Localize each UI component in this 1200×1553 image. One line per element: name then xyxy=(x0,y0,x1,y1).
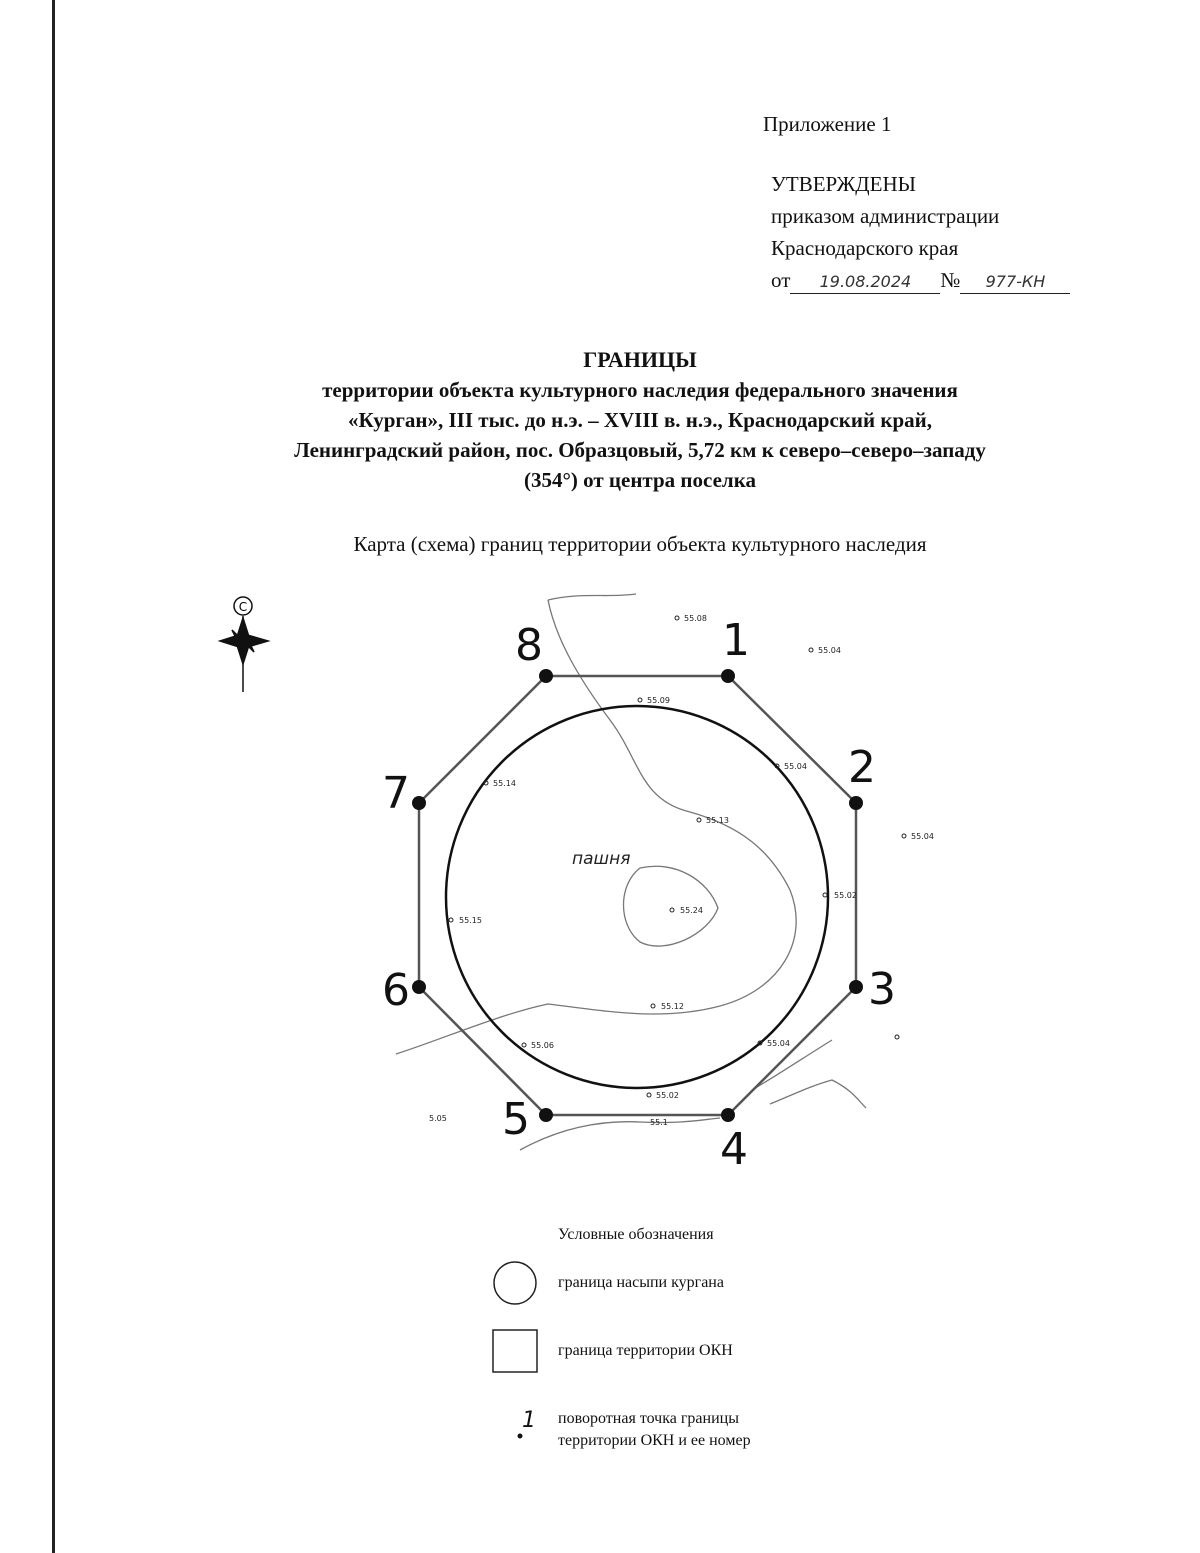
title-main: ГРАНИЦЫ xyxy=(583,347,697,372)
contour-bottom xyxy=(520,1118,720,1150)
point-number-5: 5 xyxy=(502,1094,530,1145)
title-line-2: «Курган», III тыс. до н.э. – XVIII в. н.э., Краснодарский край, xyxy=(347,408,932,432)
elevation-point xyxy=(895,1035,899,1039)
boundary-point-2 xyxy=(849,796,863,810)
elevation-label: 55.04 xyxy=(784,762,807,771)
contour-lower-right xyxy=(770,1080,866,1108)
boundary-point-5 xyxy=(539,1108,553,1122)
boundary-point-3 xyxy=(849,980,863,994)
point-number-8: 8 xyxy=(515,620,543,671)
title-line-1: территории объекта культурного наследия федерального значения xyxy=(322,378,958,402)
contour-right xyxy=(752,1040,832,1090)
mound-boundary xyxy=(446,706,828,1088)
map-subtitle: Карта (схема) границ территории объекта культурного наследия xyxy=(353,532,927,556)
point-number-3: 3 xyxy=(868,964,896,1015)
boundary-point-6 xyxy=(412,980,426,994)
elevation-label: 5.05 xyxy=(429,1114,447,1123)
terrain-contours xyxy=(396,594,866,1150)
legend-point-icon xyxy=(518,1434,523,1439)
boundary-point-8 xyxy=(539,669,553,683)
elevation-label: 55.1 xyxy=(650,1118,668,1127)
contour-main xyxy=(396,600,796,1054)
territory-boundary xyxy=(419,676,856,1115)
elevation-label: 55.04 xyxy=(818,646,841,655)
contour-top xyxy=(548,594,636,600)
order-line-2: Краснодарского края xyxy=(771,236,959,260)
legend-point-line-1: поворотная точка границы xyxy=(558,1410,739,1427)
date-prefix: от xyxy=(771,268,791,292)
number-value: 977-КН xyxy=(960,271,1070,294)
date-value: 19.08.2024 xyxy=(790,271,940,294)
boundary-point-7 xyxy=(412,796,426,810)
legend-circle-icon xyxy=(494,1262,536,1304)
point-number-4: 4 xyxy=(720,1124,748,1175)
elevation-label: 55.12 xyxy=(661,1002,684,1011)
legend-point-line-2: территории ОКН и ее номер xyxy=(558,1432,751,1449)
legend-square-icon xyxy=(493,1330,537,1372)
boundary-point-1 xyxy=(721,669,735,683)
elevation-label: 55.09 xyxy=(647,696,670,705)
north-letter: С xyxy=(238,600,248,614)
elevation-label: 55.04 xyxy=(767,1039,790,1048)
point-number-2: 2 xyxy=(848,742,876,793)
elevation-label: 55.14 xyxy=(493,779,516,788)
legend-point-label xyxy=(558,1408,751,1452)
elevation-label: 55.06 xyxy=(531,1041,554,1050)
approved-label: УТВЕРЖДЕНЫ xyxy=(771,172,916,196)
legend-title: Условные обозначения xyxy=(558,1226,714,1243)
elevation-label: 55.24 xyxy=(680,906,703,915)
elevation-label: 55.04 xyxy=(911,832,934,841)
elevation-label: 55.15 xyxy=(459,916,482,925)
elevation-label: 55.08 xyxy=(684,614,707,623)
legend-territory-label: граница территории ОКН xyxy=(558,1342,733,1359)
elevation-label: 55.02 xyxy=(656,1091,679,1100)
legend-point-number: 1 xyxy=(522,1408,536,1433)
contour-summit xyxy=(624,866,719,946)
boundary-point-4 xyxy=(721,1108,735,1122)
elevation-label: 55.02 xyxy=(834,891,857,900)
appendix-label: Приложение 1 xyxy=(763,112,892,136)
boundary-point-numbers xyxy=(382,615,896,1175)
legend-mound-label: граница насыпи кургана xyxy=(558,1274,724,1291)
point-number-1: 1 xyxy=(722,615,750,666)
order-line-1: приказом администрации xyxy=(771,204,1000,228)
title-line-4: (354°) от центра поселка xyxy=(523,468,756,492)
elevation-label: 55.13 xyxy=(706,816,729,825)
land-use-label: пашня xyxy=(572,849,631,869)
boundary-points xyxy=(412,669,863,1122)
point-number-6: 6 xyxy=(382,965,410,1016)
number-prefix: № xyxy=(940,268,961,292)
title-line-3: Ленинградский район, пос. Образцовый, 5,72 км к северо–северо–западу xyxy=(294,438,986,462)
point-number-7: 7 xyxy=(382,768,410,819)
